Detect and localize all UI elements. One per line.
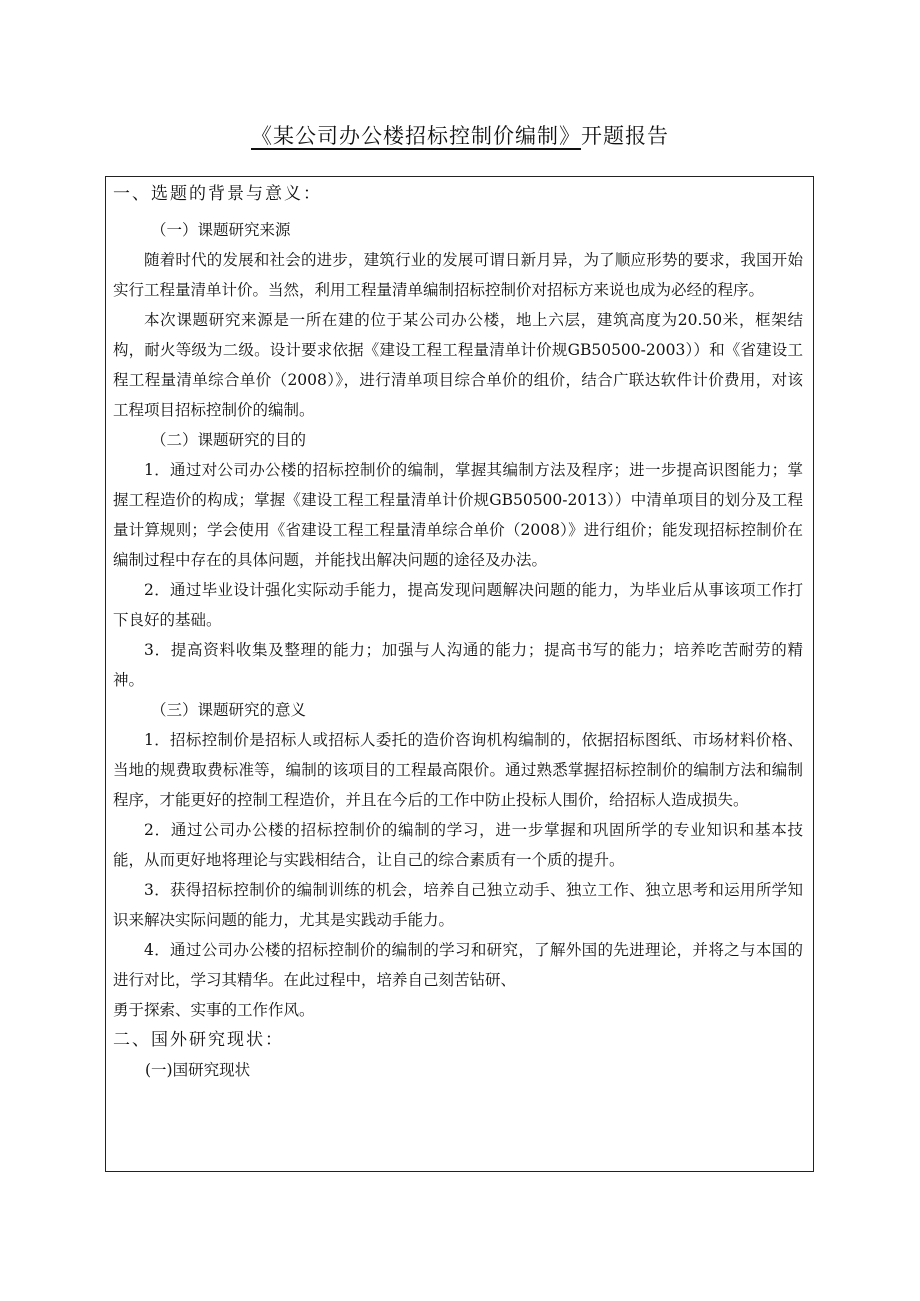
subheading-source: （一）课题研究来源 xyxy=(151,221,291,239)
paragraph: 2．通过公司办公楼的招标控制价的编制的学习，进一步掌握和巩固所学的专业知识和基本技能，从而更好地将理论与实践相结合，让自己的综合素质有一个质的提升。 xyxy=(113,821,803,869)
subheading-domestic-status: (一)国研究现状 xyxy=(145,1061,251,1079)
document-title xyxy=(0,120,920,150)
paragraph: 本次课题研究来源是一所在建的位于某公司办公楼，地上六层，建筑高度为20.50米，框架结构，耐火等级为二级。设计要求依据《建设工程工程量清单计价规GB50500-2003））和《省建设工程工程量清单综合单价（2008）》，进行清单项目综合单价的组价，结合广联达软件计价费用，对该工程项目招标控制价的编制。 xyxy=(113,311,803,419)
paragraph: 3．提高资料收集及整理的能力；加强与人沟通的能力；提高书写的能力；培养吃苦耐劳的精神。 xyxy=(113,641,803,689)
paragraph: 2．通过毕业设计强化实际动手能力，提高发现问题解决问题的能力，为毕业后从事该项工作打下良好的基础。 xyxy=(113,581,803,629)
paragraph: 1．招标控制价是招标人或招标人委托的造价咨询机构编制的，依据招标图纸、市场材料价格、当地的规费取费标准等，编制的该项目的工程最高限价。通过熟悉掌握招标控制价的编制方法和编制程序，才能更好的控制工程造价，并且在今后的工作中防止投标人围价，给招标人造成损失。 xyxy=(113,731,803,809)
subheading-significance: （三）课题研究的意义 xyxy=(151,701,307,719)
subheading-purpose: （二）课题研究的目的 xyxy=(151,431,307,449)
paragraph: 3．获得招标控制价的编制训练的机会，培养自己独立动手、独立工作、独立思考和运用所学知识来解决实际问题的能力，尤其是实践动手能力。 xyxy=(113,881,803,929)
paragraph: 4．通过公司办公楼的招标控制价的编制的学习和研究，了解外国的先进理论，并将之与本国的进行对比，学习其精华。在此过程中，培养自己刻苦钻研、 xyxy=(113,941,803,989)
paragraph: 1．通过对公司办公楼的招标控制价的编制，掌握其编制方法及程序；进一步提高识图能力；掌握工程造价的构成；掌握《建设工程工程量清单计价规GB50500-2013））中清单项目的划分及工程量计算规则；学会使用《省建设工程工程量清单综合单价（2008）》进行组价；能发现招标控制价在编制过程中存在的具体问题，并能找出解决问题的途径及办法。 xyxy=(113,461,803,569)
title-suffix: 开题报告 xyxy=(581,124,669,148)
report-table-cell xyxy=(105,176,814,1172)
paragraph-continuation: 勇于探索、实事的工作作风。 xyxy=(113,1001,315,1019)
title-main: 《某公司办公楼招标控制价编制》 xyxy=(251,124,581,148)
paragraph: 随着时代的发展和社会的进步，建筑行业的发展可谓日新月异，为了顺应形势的要求，我国开始实行工程量清单计价。当然，利用工程量清单编制招标控制价对招标方来说也成为必经的程序。 xyxy=(113,251,803,299)
section-heading-research-status: 二、国外研究现状： xyxy=(113,1030,284,1050)
section-heading-background: 一、选题的背景与意义： xyxy=(113,184,322,204)
